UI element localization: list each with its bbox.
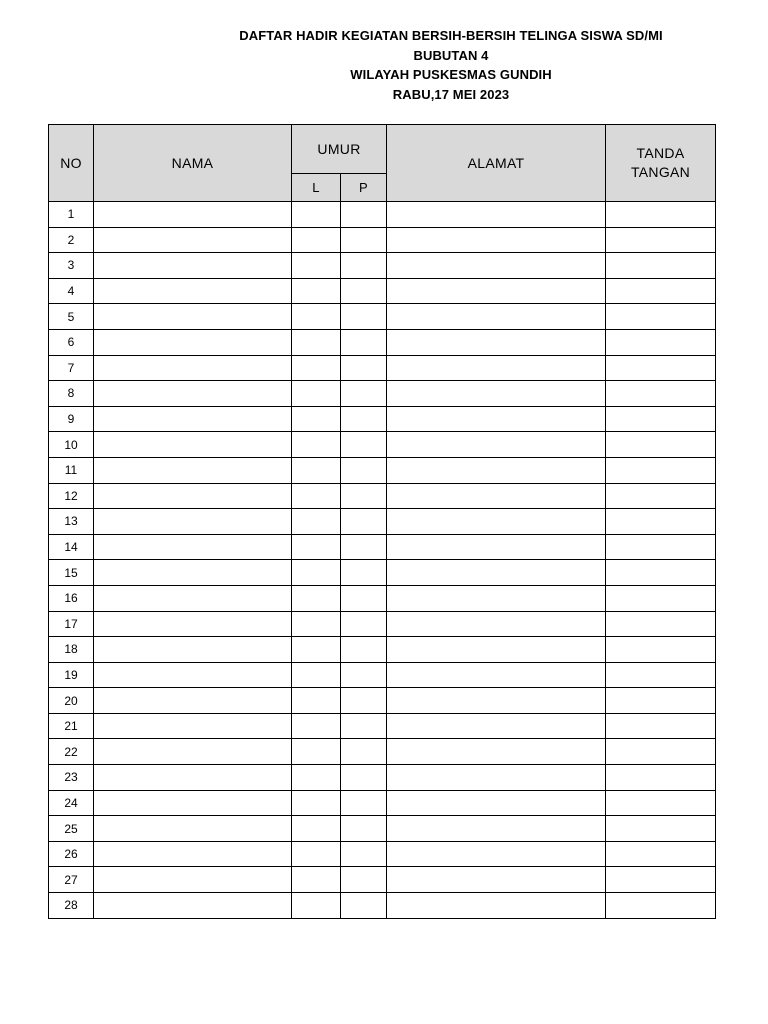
row-umur-p-cell: [341, 457, 387, 483]
row-umur-l-cell: [292, 304, 341, 330]
row-number: 9: [49, 406, 94, 432]
row-alamat-cell: [387, 432, 606, 458]
heading-school: BUBUTAN 4: [413, 47, 489, 63]
row-umur-l-cell: [292, 329, 341, 355]
row-nama-cell: [94, 304, 292, 330]
row-alamat-cell: [387, 611, 606, 637]
row-alamat-cell: [387, 560, 606, 586]
table-row: [49, 509, 716, 535]
header-no: NO: [49, 125, 94, 202]
row-umur-l-cell: [292, 816, 341, 842]
row-number: 24: [49, 790, 94, 816]
row-number: 7: [49, 355, 94, 381]
table-row: [49, 637, 716, 663]
row-umur-p-cell: [341, 790, 387, 816]
row-alamat-cell: [387, 534, 606, 560]
row-number: 1: [49, 202, 94, 228]
table-row: [49, 585, 716, 611]
row-alamat-cell: [387, 457, 606, 483]
heading-date: RABU,17 MEI 2023: [392, 86, 510, 102]
row-umur-l-cell: [292, 637, 341, 663]
row-umur-l-cell: [292, 457, 341, 483]
row-umur-p-cell: [341, 867, 387, 893]
row-umur-p-cell: [341, 534, 387, 560]
row-number: 6: [49, 329, 94, 355]
row-tanda-tangan-cell: [606, 765, 716, 791]
row-alamat-cell: [387, 585, 606, 611]
row-umur-p-cell: [341, 202, 387, 228]
row-umur-l-cell: [292, 381, 341, 407]
row-tanda-tangan-cell: [606, 432, 716, 458]
row-nama-cell: [94, 227, 292, 253]
heading-title: DAFTAR HADIR KEGIATAN BERSIH-BERSIH TELINGA SISWA SD/MI: [239, 28, 663, 43]
row-number: 5: [49, 304, 94, 330]
row-umur-p-cell: [341, 253, 387, 279]
row-umur-l-cell: [292, 585, 341, 611]
row-nama-cell: [94, 637, 292, 663]
row-nama-cell: [94, 841, 292, 867]
row-nama-cell: [94, 329, 292, 355]
row-umur-p-cell: [341, 432, 387, 458]
row-umur-l-cell: [292, 867, 341, 893]
row-tanda-tangan-cell: [606, 355, 716, 381]
row-umur-l-cell: [292, 509, 341, 535]
table-row: [49, 278, 716, 304]
row-tanda-tangan-cell: [606, 893, 716, 919]
row-number: 10: [49, 432, 94, 458]
table-row: [49, 304, 716, 330]
row-umur-p-cell: [341, 560, 387, 586]
row-nama-cell: [94, 202, 292, 228]
row-number: 26: [49, 841, 94, 867]
row-number: 28: [49, 893, 94, 919]
table-row: [49, 790, 716, 816]
row-alamat-cell: [387, 483, 606, 509]
row-number: 12: [49, 483, 94, 509]
header-tanda-tangan: [606, 125, 716, 202]
row-umur-p-cell: [341, 739, 387, 765]
row-alamat-cell: [387, 688, 606, 714]
row-umur-p-cell: [341, 381, 387, 407]
row-umur-p-cell: [341, 816, 387, 842]
row-tanda-tangan-cell: [606, 585, 716, 611]
header-tanda-line1: TANDA: [636, 145, 685, 161]
row-number: 3: [49, 253, 94, 279]
table-row: [49, 202, 716, 228]
row-umur-l-cell: [292, 739, 341, 765]
row-umur-l-cell: [292, 765, 341, 791]
row-umur-p-cell: [341, 278, 387, 304]
row-tanda-tangan-cell: [606, 790, 716, 816]
row-umur-l-cell: [292, 611, 341, 637]
row-nama-cell: [94, 560, 292, 586]
row-tanda-tangan-cell: [606, 611, 716, 637]
row-tanda-tangan-cell: [606, 202, 716, 228]
table-row: [49, 713, 716, 739]
row-nama-cell: [94, 816, 292, 842]
table-row: [49, 560, 716, 586]
row-umur-p-cell: [341, 611, 387, 637]
row-number: 23: [49, 765, 94, 791]
row-umur-p-cell: [341, 227, 387, 253]
row-nama-cell: [94, 534, 292, 560]
row-umur-p-cell: [341, 304, 387, 330]
table-row: [49, 816, 716, 842]
row-umur-l-cell: [292, 483, 341, 509]
row-number: 11: [49, 457, 94, 483]
row-tanda-tangan-cell: [606, 457, 716, 483]
row-number: 14: [49, 534, 94, 560]
row-nama-cell: [94, 688, 292, 714]
row-number: 27: [49, 867, 94, 893]
row-tanda-tangan-cell: [606, 867, 716, 893]
row-tanda-tangan-cell: [606, 253, 716, 279]
row-alamat-cell: [387, 637, 606, 663]
row-umur-p-cell: [341, 406, 387, 432]
table-row: [49, 227, 716, 253]
table-row: [49, 253, 716, 279]
row-tanda-tangan-cell: [606, 662, 716, 688]
row-nama-cell: [94, 381, 292, 407]
table-row: [49, 739, 716, 765]
table-row: [49, 867, 716, 893]
row-nama-cell: [94, 585, 292, 611]
table-row: [49, 688, 716, 714]
row-alamat-cell: [387, 381, 606, 407]
row-alamat-cell: [387, 893, 606, 919]
row-tanda-tangan-cell: [606, 713, 716, 739]
row-number: 25: [49, 816, 94, 842]
row-number: 16: [49, 585, 94, 611]
row-number: 17: [49, 611, 94, 637]
row-nama-cell: [94, 765, 292, 791]
row-alamat-cell: [387, 816, 606, 842]
row-umur-p-cell: [341, 688, 387, 714]
row-nama-cell: [94, 509, 292, 535]
header-tanda-line2: TANGAN: [630, 164, 691, 180]
row-tanda-tangan-cell: [606, 278, 716, 304]
row-tanda-tangan-cell: [606, 637, 716, 663]
row-tanda-tangan-cell: [606, 816, 716, 842]
row-nama-cell: [94, 867, 292, 893]
table-row: [49, 611, 716, 637]
row-umur-p-cell: [341, 893, 387, 919]
row-alamat-cell: [387, 227, 606, 253]
table-row: [49, 355, 716, 381]
row-number: 19: [49, 662, 94, 688]
row-nama-cell: [94, 483, 292, 509]
row-nama-cell: [94, 662, 292, 688]
row-nama-cell: [94, 611, 292, 637]
row-tanda-tangan-cell: [606, 739, 716, 765]
row-nama-cell: [94, 278, 292, 304]
row-alamat-cell: [387, 790, 606, 816]
row-alamat-cell: [387, 202, 606, 228]
row-alamat-cell: [387, 329, 606, 355]
row-alamat-cell: [387, 765, 606, 791]
row-nama-cell: [94, 790, 292, 816]
row-umur-l-cell: [292, 560, 341, 586]
header-alamat: ALAMAT: [387, 125, 606, 202]
table-row: [49, 329, 716, 355]
table-row: [49, 534, 716, 560]
row-umur-l-cell: [292, 688, 341, 714]
header-umur-p: P: [341, 174, 387, 202]
attendance-table: [48, 124, 716, 919]
row-umur-l-cell: [292, 893, 341, 919]
row-alamat-cell: [387, 739, 606, 765]
row-umur-p-cell: [341, 355, 387, 381]
header-umur: UMUR: [292, 125, 387, 174]
row-umur-l-cell: [292, 278, 341, 304]
table-row: [49, 765, 716, 791]
row-number: 2: [49, 227, 94, 253]
row-nama-cell: [94, 739, 292, 765]
row-umur-l-cell: [292, 355, 341, 381]
row-umur-l-cell: [292, 790, 341, 816]
row-nama-cell: [94, 253, 292, 279]
row-umur-p-cell: [341, 483, 387, 509]
table-row: [49, 406, 716, 432]
row-tanda-tangan-cell: [606, 227, 716, 253]
row-number: 22: [49, 739, 94, 765]
row-tanda-tangan-cell: [606, 381, 716, 407]
row-alamat-cell: [387, 253, 606, 279]
row-number: 21: [49, 713, 94, 739]
row-alamat-cell: [387, 662, 606, 688]
row-umur-p-cell: [341, 765, 387, 791]
row-umur-l-cell: [292, 227, 341, 253]
row-tanda-tangan-cell: [606, 329, 716, 355]
row-tanda-tangan-cell: [606, 483, 716, 509]
row-umur-l-cell: [292, 841, 341, 867]
row-nama-cell: [94, 713, 292, 739]
row-alamat-cell: [387, 355, 606, 381]
document-heading: [48, 26, 768, 104]
table-row: [49, 841, 716, 867]
row-umur-l-cell: [292, 253, 341, 279]
row-alamat-cell: [387, 867, 606, 893]
row-umur-p-cell: [341, 713, 387, 739]
row-alamat-cell: [387, 509, 606, 535]
row-nama-cell: [94, 406, 292, 432]
row-umur-l-cell: [292, 432, 341, 458]
table-row: [49, 457, 716, 483]
row-nama-cell: [94, 432, 292, 458]
row-tanda-tangan-cell: [606, 560, 716, 586]
heading-area: WILAYAH PUSKESMAS GUNDIH: [350, 67, 552, 82]
row-number: 4: [49, 278, 94, 304]
row-umur-p-cell: [341, 662, 387, 688]
row-tanda-tangan-cell: [606, 534, 716, 560]
row-umur-p-cell: [341, 585, 387, 611]
row-tanda-tangan-cell: [606, 509, 716, 535]
row-umur-p-cell: [341, 841, 387, 867]
row-alamat-cell: [387, 278, 606, 304]
row-alamat-cell: [387, 841, 606, 867]
row-number: 8: [49, 381, 94, 407]
row-tanda-tangan-cell: [606, 406, 716, 432]
row-alamat-cell: [387, 406, 606, 432]
row-alamat-cell: [387, 304, 606, 330]
row-umur-p-cell: [341, 509, 387, 535]
row-umur-p-cell: [341, 637, 387, 663]
header-umur-l: L: [292, 174, 341, 202]
table-row: [49, 432, 716, 458]
row-umur-l-cell: [292, 202, 341, 228]
row-umur-l-cell: [292, 662, 341, 688]
row-number: 20: [49, 688, 94, 714]
table-row: [49, 662, 716, 688]
row-umur-l-cell: [292, 406, 341, 432]
row-nama-cell: [94, 893, 292, 919]
row-nama-cell: [94, 355, 292, 381]
row-number: 18: [49, 637, 94, 663]
attendance-rows: [49, 202, 716, 919]
table-row: [49, 893, 716, 919]
header-nama: NAMA: [94, 125, 292, 202]
row-umur-l-cell: [292, 534, 341, 560]
table-row: [49, 483, 716, 509]
row-umur-l-cell: [292, 713, 341, 739]
row-umur-p-cell: [341, 329, 387, 355]
row-number: 13: [49, 509, 94, 535]
row-alamat-cell: [387, 713, 606, 739]
table-row: [49, 381, 716, 407]
row-tanda-tangan-cell: [606, 688, 716, 714]
row-nama-cell: [94, 457, 292, 483]
row-number: 15: [49, 560, 94, 586]
row-tanda-tangan-cell: [606, 841, 716, 867]
row-tanda-tangan-cell: [606, 304, 716, 330]
